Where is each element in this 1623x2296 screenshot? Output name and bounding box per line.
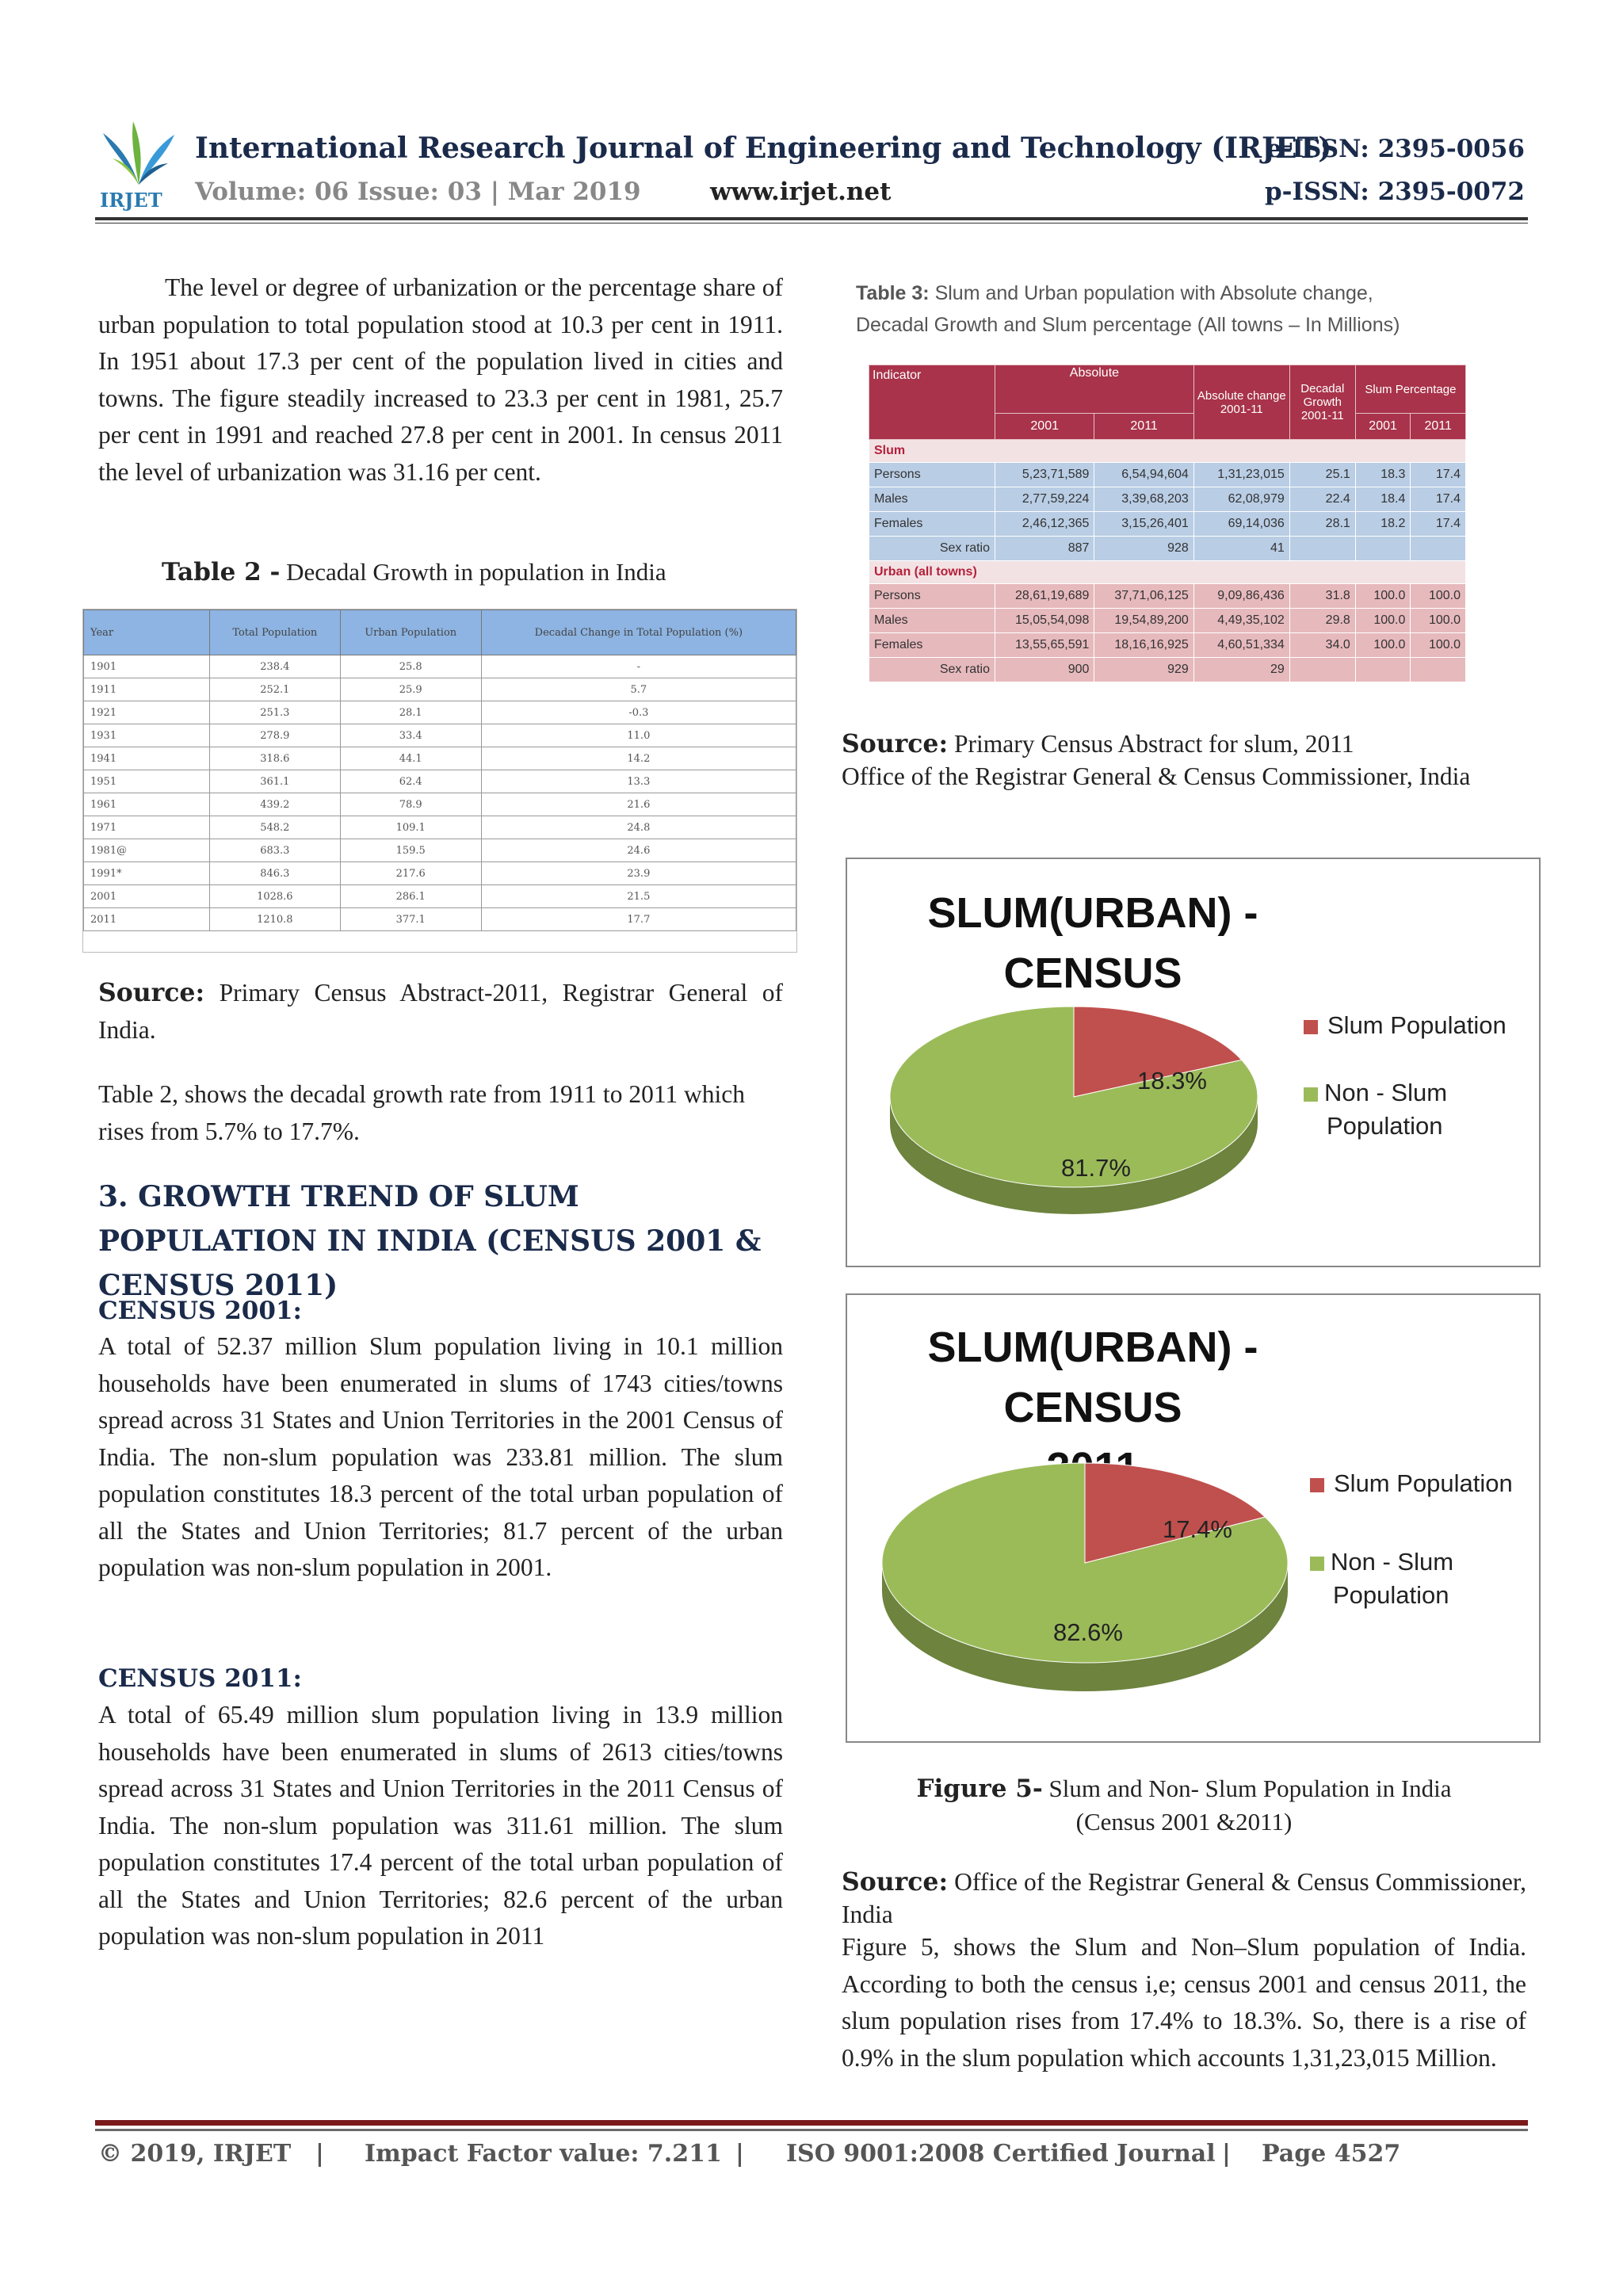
header-rule xyxy=(95,217,1528,220)
footer-sep: | xyxy=(1222,2140,1231,2168)
table-cell: Persons xyxy=(869,463,995,487)
footer-rule xyxy=(95,2120,1528,2126)
table-cell: 887 xyxy=(995,537,1094,561)
figure5-caption xyxy=(842,1772,1526,1839)
table-cell: 3,15,26,401 xyxy=(1094,512,1193,537)
table-cell: 3,39,68,203 xyxy=(1094,487,1193,512)
table-cell: 28,61,19,689 xyxy=(995,584,1094,609)
table-row xyxy=(84,862,796,885)
table-cell: 2011 xyxy=(84,908,210,931)
table-cell: 13.3 xyxy=(481,770,796,793)
table-cell: Sex ratio xyxy=(869,537,995,561)
table-cell: 238.4 xyxy=(210,655,341,678)
table-cell: 100.0 xyxy=(1355,633,1411,658)
table-cell: 18.2 xyxy=(1355,512,1411,537)
table-row xyxy=(869,584,1466,609)
footer-iso: ISO 9001:2008 Certified Journal xyxy=(786,2140,1216,2168)
table-row xyxy=(869,487,1466,512)
data-label-non-slum: 82.6% xyxy=(1053,1618,1123,1646)
table-cell: 318.6 xyxy=(210,747,341,770)
table-cell: 9,09,86,436 xyxy=(1193,584,1289,609)
th-decadal-growth: Decadal Growth 2001-11 xyxy=(1289,365,1355,440)
th-abs-2011: 2011 xyxy=(1094,414,1193,440)
th-pct-2001: 2001 xyxy=(1355,414,1411,440)
table-cell: Females xyxy=(869,512,995,537)
table2-header: Total Population xyxy=(210,610,341,655)
table2-image xyxy=(82,609,797,953)
table-cell: 252.1 xyxy=(210,678,341,701)
table-row xyxy=(869,463,1466,487)
table-cell: 4,60,51,334 xyxy=(1193,633,1289,658)
table-cell: 683.3 xyxy=(210,839,341,862)
table3-title-line2: Decadal Growth and Slum percentage (All towns – In Millions) xyxy=(856,314,1400,336)
table-cell: 15,05,54,098 xyxy=(995,609,1094,633)
legend-label-2: Population xyxy=(1327,1112,1443,1140)
source-text: Primary Census Abstract for slum, 2011 xyxy=(948,730,1354,758)
footer-rule-thin xyxy=(95,2129,1528,2131)
table-cell: 17.4 xyxy=(1411,487,1466,512)
source-text: Primary Census Abstract-2011, Registrar General of India. xyxy=(98,979,783,1044)
table-cell: 100.0 xyxy=(1411,584,1466,609)
table-cell: 41 xyxy=(1193,537,1289,561)
table-cell: 1991* xyxy=(84,862,210,885)
p-issn: p-ISSN: 2395-0072 xyxy=(1264,178,1525,206)
table-cell: 4,49,35,102 xyxy=(1193,609,1289,633)
table-cell: 900 xyxy=(995,658,1094,682)
decadal-growth-table xyxy=(83,609,796,931)
table-cell: 62.4 xyxy=(340,770,481,793)
table-cell: 17.4 xyxy=(1411,512,1466,537)
table-cell: 1901 xyxy=(84,655,210,678)
e-issn: e-ISSN: 2395-0056 xyxy=(1266,135,1525,163)
table-row xyxy=(869,658,1466,682)
pie-chart-2011 xyxy=(846,1293,1541,1743)
table-cell: 1028.6 xyxy=(210,885,341,908)
table-cell: 28.1 xyxy=(340,701,481,724)
source-label: Source: xyxy=(98,978,205,1007)
table-cell: 22.4 xyxy=(1289,487,1355,512)
table-cell: 2,77,59,224 xyxy=(995,487,1094,512)
volume-issue: Volume: 06 Issue: 03 | Mar 2019 xyxy=(195,178,641,206)
table-cell: - xyxy=(481,655,796,678)
legend-label: Non - Slum xyxy=(1324,1079,1448,1106)
figure-label: Figure 5- xyxy=(916,1775,1043,1803)
table-cell: 25.1 xyxy=(1289,463,1355,487)
table-cell: 18.3 xyxy=(1355,463,1411,487)
census2011-heading: CENSUS 2011: xyxy=(98,1664,302,1693)
table-cell: 31.8 xyxy=(1289,584,1355,609)
table-cell: 377.1 xyxy=(340,908,481,931)
legend-non-slum xyxy=(1304,1076,1447,1143)
table-row xyxy=(84,908,796,931)
th-indicator: Indicator xyxy=(869,365,995,440)
table-cell: 25.9 xyxy=(340,678,481,701)
table-cell: 100.0 xyxy=(1411,633,1466,658)
irjet-logo xyxy=(95,117,182,212)
census2011-paragraph: A total of 65.49 million slum population living in 13.9 million households have been enumerated in slums of 2613 cities/towns spread across 31 States and Union Territories in the 2011 Census of India. The non-slum population was 311.61 million. The slum population constitutes 17.4 percent of the total urban population of all the States and Union Territories; 82.6 percent of the urban population was non-slum population in 2011 xyxy=(98,1701,783,1950)
table2-caption-text: Decadal Growth in population in India xyxy=(280,558,666,586)
table-row xyxy=(84,701,796,724)
figure-caption-line2: (Census 2001 &2011) xyxy=(1075,1808,1293,1836)
legend-label-2: Population xyxy=(1333,1581,1449,1609)
table3-title-text: Slum and Urban population with Absolute change, xyxy=(929,282,1373,304)
table-cell: 1210.8 xyxy=(210,908,341,931)
table-cell: 78.9 xyxy=(340,793,481,816)
legend-non-slum xyxy=(1310,1545,1453,1612)
table-cell: 286.1 xyxy=(340,885,481,908)
table-cell: 6,54,94,604 xyxy=(1094,463,1193,487)
figure5-source xyxy=(842,1866,1526,1931)
table-cell xyxy=(1355,537,1411,561)
table-cell: 1911 xyxy=(84,678,210,701)
table-cell: 21.5 xyxy=(481,885,796,908)
footer-sep: | xyxy=(315,2140,324,2168)
table-section-row xyxy=(869,561,1466,584)
legend-label: Slum Population xyxy=(1334,1469,1513,1497)
table-cell: 548.2 xyxy=(210,816,341,839)
table-cell: 19,54,89,200 xyxy=(1094,609,1193,633)
table3-title xyxy=(856,277,1400,341)
table3-image xyxy=(869,365,1466,682)
census2001-heading: CENSUS 2001: xyxy=(98,1297,302,1325)
th-abs-2001: 2001 xyxy=(995,414,1094,440)
table-section-row xyxy=(869,440,1466,463)
table-row xyxy=(869,537,1466,561)
pie-svg xyxy=(847,859,1539,1266)
table-cell: Males xyxy=(869,487,995,512)
table-cell: 28.1 xyxy=(1289,512,1355,537)
legend-label: Slum Population xyxy=(1327,1011,1507,1039)
table-cell: 1941 xyxy=(84,747,210,770)
chart-title-line1: SLUM(URBAN) -CENSUS xyxy=(927,889,1258,997)
table-cell: 159.5 xyxy=(340,839,481,862)
table-row xyxy=(84,793,796,816)
table-cell: 100.0 xyxy=(1355,609,1411,633)
footer-copyright: © 2019, IRJET xyxy=(98,2140,292,2168)
table-cell: 1951 xyxy=(84,770,210,793)
table-cell: 251.3 xyxy=(210,701,341,724)
table-cell: 2001 xyxy=(84,885,210,908)
section-label: Slum xyxy=(869,440,1466,463)
table-cell: 5.7 xyxy=(481,678,796,701)
table2-header: Decadal Change in Total Population (%) xyxy=(481,610,796,655)
table-cell: 100.0 xyxy=(1355,584,1411,609)
data-label-slum: 17.4% xyxy=(1163,1515,1232,1543)
legend-swatch xyxy=(1310,1557,1324,1571)
section-heading: 3. GROWTH TREND OF SLUM POPULATION IN INDIA (CENSUS 2001 & CENSUS 2011) xyxy=(98,1180,762,1302)
table-cell: 2,46,12,365 xyxy=(995,512,1094,537)
data-label-non-slum: 81.7% xyxy=(1061,1154,1131,1182)
table-cell xyxy=(1411,537,1466,561)
table-cell: 1,31,23,015 xyxy=(1193,463,1289,487)
pie-chart-2001 xyxy=(846,858,1541,1267)
table-cell: 17.4 xyxy=(1411,463,1466,487)
table-cell: 34.0 xyxy=(1289,633,1355,658)
journal-title: International Research Journal of Engineering and Technology (IRJET) xyxy=(195,132,1332,165)
pie-svg xyxy=(847,1295,1539,1741)
table-cell: 109.1 xyxy=(340,816,481,839)
table-cell xyxy=(1289,537,1355,561)
table-cell: Sex ratio xyxy=(869,658,995,682)
table-row xyxy=(84,816,796,839)
table-cell xyxy=(1411,658,1466,682)
table-cell xyxy=(1289,658,1355,682)
table-cell: 44.1 xyxy=(340,747,481,770)
table-cell: 439.2 xyxy=(210,793,341,816)
slum-urban-table xyxy=(869,365,1466,682)
table-cell: 24.6 xyxy=(481,839,796,862)
table2-header: Year xyxy=(84,610,210,655)
table-cell: 11.0 xyxy=(481,724,796,747)
table-cell: 62,08,979 xyxy=(1193,487,1289,512)
legend-swatch xyxy=(1304,1087,1318,1102)
table2-header: Urban Population xyxy=(340,610,481,655)
table-cell: 18.4 xyxy=(1355,487,1411,512)
table-cell: 29.8 xyxy=(1289,609,1355,633)
table-cell: 23.9 xyxy=(481,862,796,885)
table-cell: 13,55,65,591 xyxy=(995,633,1094,658)
table-row xyxy=(869,633,1466,658)
table-row xyxy=(84,655,796,678)
footer-page: Page 4527 xyxy=(1262,2140,1401,2168)
table-cell: Persons xyxy=(869,584,995,609)
source-label: Source: xyxy=(842,729,949,758)
legend-slum xyxy=(1310,1469,1513,1498)
table2-caption xyxy=(162,558,666,586)
figure-caption-text: Slum and Non- Slum Population in India xyxy=(1042,1775,1452,1802)
legend-swatch xyxy=(1310,1478,1324,1492)
table-cell: 17.7 xyxy=(481,908,796,931)
table-row xyxy=(869,609,1466,633)
table-cell: 25.8 xyxy=(340,655,481,678)
table-cell: 33.4 xyxy=(340,724,481,747)
table-cell: 1971 xyxy=(84,816,210,839)
table-cell: 24.8 xyxy=(481,816,796,839)
table-cell: 361.1 xyxy=(210,770,341,793)
chart-title-line1: SLUM(URBAN) - CENSUS xyxy=(927,1324,1258,1431)
legend-label: Non - Slum xyxy=(1331,1548,1454,1576)
table-row xyxy=(84,747,796,770)
footer-sep: | xyxy=(735,2140,744,2168)
table-cell: 21.6 xyxy=(481,793,796,816)
table-cell: 846.3 xyxy=(210,862,341,885)
table2-caption-label: Table 2 - xyxy=(162,558,281,586)
table-row xyxy=(84,770,796,793)
table-cell: 217.6 xyxy=(340,862,481,885)
table-cell: 1981@ xyxy=(84,839,210,862)
table-cell: 1961 xyxy=(84,793,210,816)
th-absolute: Absolute xyxy=(995,365,1194,414)
table-row xyxy=(84,839,796,862)
table-row xyxy=(84,724,796,747)
journal-website[interactable]: www.irjet.net xyxy=(710,178,892,206)
table-cell: 1921 xyxy=(84,701,210,724)
table-cell: 37,71,06,125 xyxy=(1094,584,1193,609)
source-office: Office of the Registrar General & Census Commissioner, India xyxy=(842,762,1471,790)
table-cell: 69,14,036 xyxy=(1193,512,1289,537)
logo-text: IRJET xyxy=(100,189,162,212)
table-cell: 929 xyxy=(1094,658,1193,682)
legend-slum xyxy=(1304,1011,1507,1040)
table-cell: 14.2 xyxy=(481,747,796,770)
source-label: Source: xyxy=(842,1867,949,1897)
th-slum-percentage: Slum Percentage xyxy=(1355,365,1465,414)
table-cell: 928 xyxy=(1094,537,1193,561)
table3-title-label: Table 3: xyxy=(856,282,930,304)
table-cell: 100.0 xyxy=(1411,609,1466,633)
intro-paragraph: The level or degree of urbanization or the percentage share of urban population to total population stood at 10.3 per cent in 1911. In 1951 about 17.3 per cent of the population lived in cities and towns. The figure steadily increased to 23.3 per cent in 1981, 25.7 per cent in 1991 and reached 27.8 per cent in 2001. In census 2011 the level of urbanization was 31.16 per cent. xyxy=(98,273,783,486)
census2001-paragraph: A total of 52.37 million Slum population living in 10.1 million households have been enumerated in slums of 1743 cities/towns spread across 31 States and Union Territories in the 2001 Census of India. The non-slum population was 233.81 million. The slum population constitutes 18.3 percent of the total urban population of all the States and Union Territories; 81.7 percent of the urban population was non-slum population in 2001. xyxy=(98,1332,783,1581)
table-cell: Males xyxy=(869,609,995,633)
th-absolute-change: Absolute change 2001-11 xyxy=(1193,365,1289,440)
table-row xyxy=(869,512,1466,537)
table3-source xyxy=(842,728,1526,793)
legend-swatch xyxy=(1304,1020,1318,1034)
table-cell: 18,16,16,925 xyxy=(1094,633,1193,658)
table-cell: -0.3 xyxy=(481,701,796,724)
section-label: Urban (all towns) xyxy=(869,561,1466,584)
data-label-slum: 18.3% xyxy=(1137,1067,1207,1095)
table-cell: 278.9 xyxy=(210,724,341,747)
table2-source xyxy=(98,975,783,1049)
table-cell: Females xyxy=(869,633,995,658)
table-cell: 5,23,71,589 xyxy=(995,463,1094,487)
table-cell xyxy=(1355,658,1411,682)
table-cell: 1931 xyxy=(84,724,210,747)
table-row xyxy=(84,885,796,908)
source-text: Office of the Registrar General & Census Commissioner, India xyxy=(842,1868,1526,1928)
table2-note: Table 2, shows the decadal growth rate from 1911 to 2011 which rises from 5.7% to 17.7%. xyxy=(98,1080,746,1145)
conclusion-paragraph: Figure 5, shows the Slum and Non–Slum population of India. According to both the census i,e; census 2001 and census 2011, the slum population rises from 17.4% to 18.3%. So, there is a rise of 0.9% in the slum population which accounts 1,31,23,015 Million. xyxy=(842,1933,1526,2072)
table-row xyxy=(84,678,796,701)
footer-impact: Impact Factor value: 7.211 xyxy=(365,2140,722,2168)
th-pct-2011: 2011 xyxy=(1411,414,1466,440)
table-cell: 29 xyxy=(1193,658,1289,682)
